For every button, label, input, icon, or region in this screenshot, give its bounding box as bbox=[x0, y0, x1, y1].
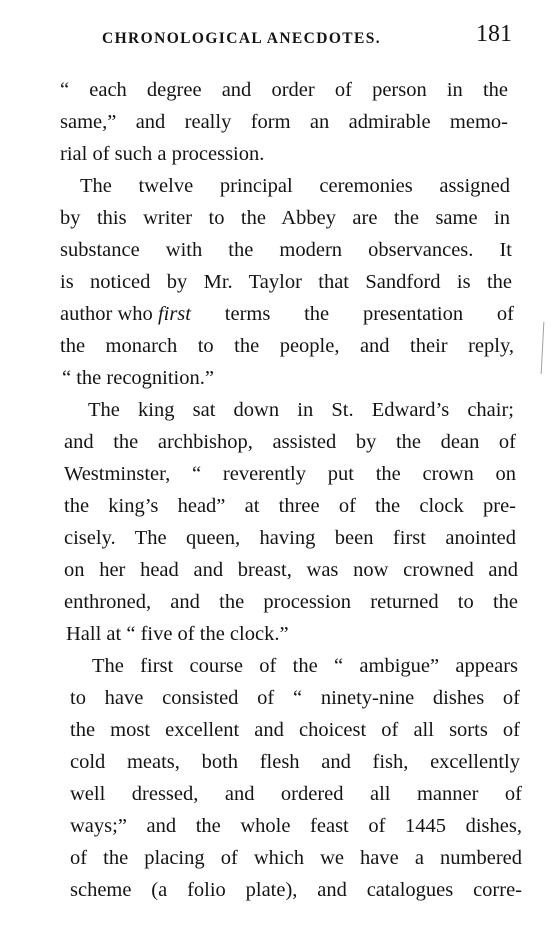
text-segment: terms the presentation of bbox=[190, 303, 514, 325]
text-line: the most excellent and choicest of all sorts of bbox=[70, 719, 520, 741]
text-line: of the placing of which we have a numbered bbox=[70, 847, 522, 869]
page-number: 181 bbox=[476, 21, 512, 47]
text-line: The first course of the “ ambigue” appears bbox=[92, 655, 518, 677]
text-line: rial of such a procession. bbox=[60, 143, 265, 165]
text-segment: author who bbox=[60, 303, 158, 325]
text-line: the monarch to the people, and their reply, bbox=[60, 335, 514, 357]
margin-pencil-mark bbox=[541, 322, 545, 374]
running-head bbox=[102, 21, 512, 51]
emphasized-word: first bbox=[157, 303, 191, 325]
text-line: and the archbishop, assisted by the dean of bbox=[64, 431, 516, 453]
text-line: cold meats, both flesh and fish, excellently bbox=[70, 751, 520, 773]
text-line: scheme (a folio plate), and catalogues corre- bbox=[70, 879, 522, 901]
text-line: Westminster, “ reverently put the crown on bbox=[64, 463, 516, 485]
text-line: on her head and breast, was now crowned and bbox=[64, 559, 518, 581]
text-line: is noticed by Mr. Taylor that Sandford is the bbox=[60, 271, 512, 293]
text-line: Hall at “ five of the clock.” bbox=[66, 623, 289, 645]
running-title: CHRONOLOGICAL ANECDOTES. bbox=[102, 30, 382, 47]
text-line: The king sat down in St. Edward’s chair; bbox=[88, 399, 514, 421]
text-line: by this writer to the Abbey are the same in bbox=[60, 207, 510, 229]
text-line: ways;” and the whole feast of 1445 dishes, bbox=[70, 815, 522, 837]
text-line: enthroned, and the procession returned to the bbox=[64, 591, 518, 613]
text-line: substance with the modern observances. It bbox=[60, 239, 512, 261]
text-line: “ each degree and order of person in the bbox=[60, 79, 508, 101]
text-line: same,” and really form an admirable memo- bbox=[60, 111, 508, 133]
text-line: cisely. The queen, having been first anointed bbox=[64, 527, 516, 549]
text-line: to have consisted of “ ninety-nine dishes of bbox=[70, 687, 520, 709]
text-line: The twelve principal ceremonies assigned bbox=[80, 175, 510, 197]
text-line bbox=[60, 302, 514, 326]
text-line: the king’s head” at three of the clock pre- bbox=[64, 495, 516, 517]
text-line: well dressed, and ordered all manner of bbox=[70, 783, 522, 805]
text-line: “ the recognition.” bbox=[62, 367, 214, 389]
